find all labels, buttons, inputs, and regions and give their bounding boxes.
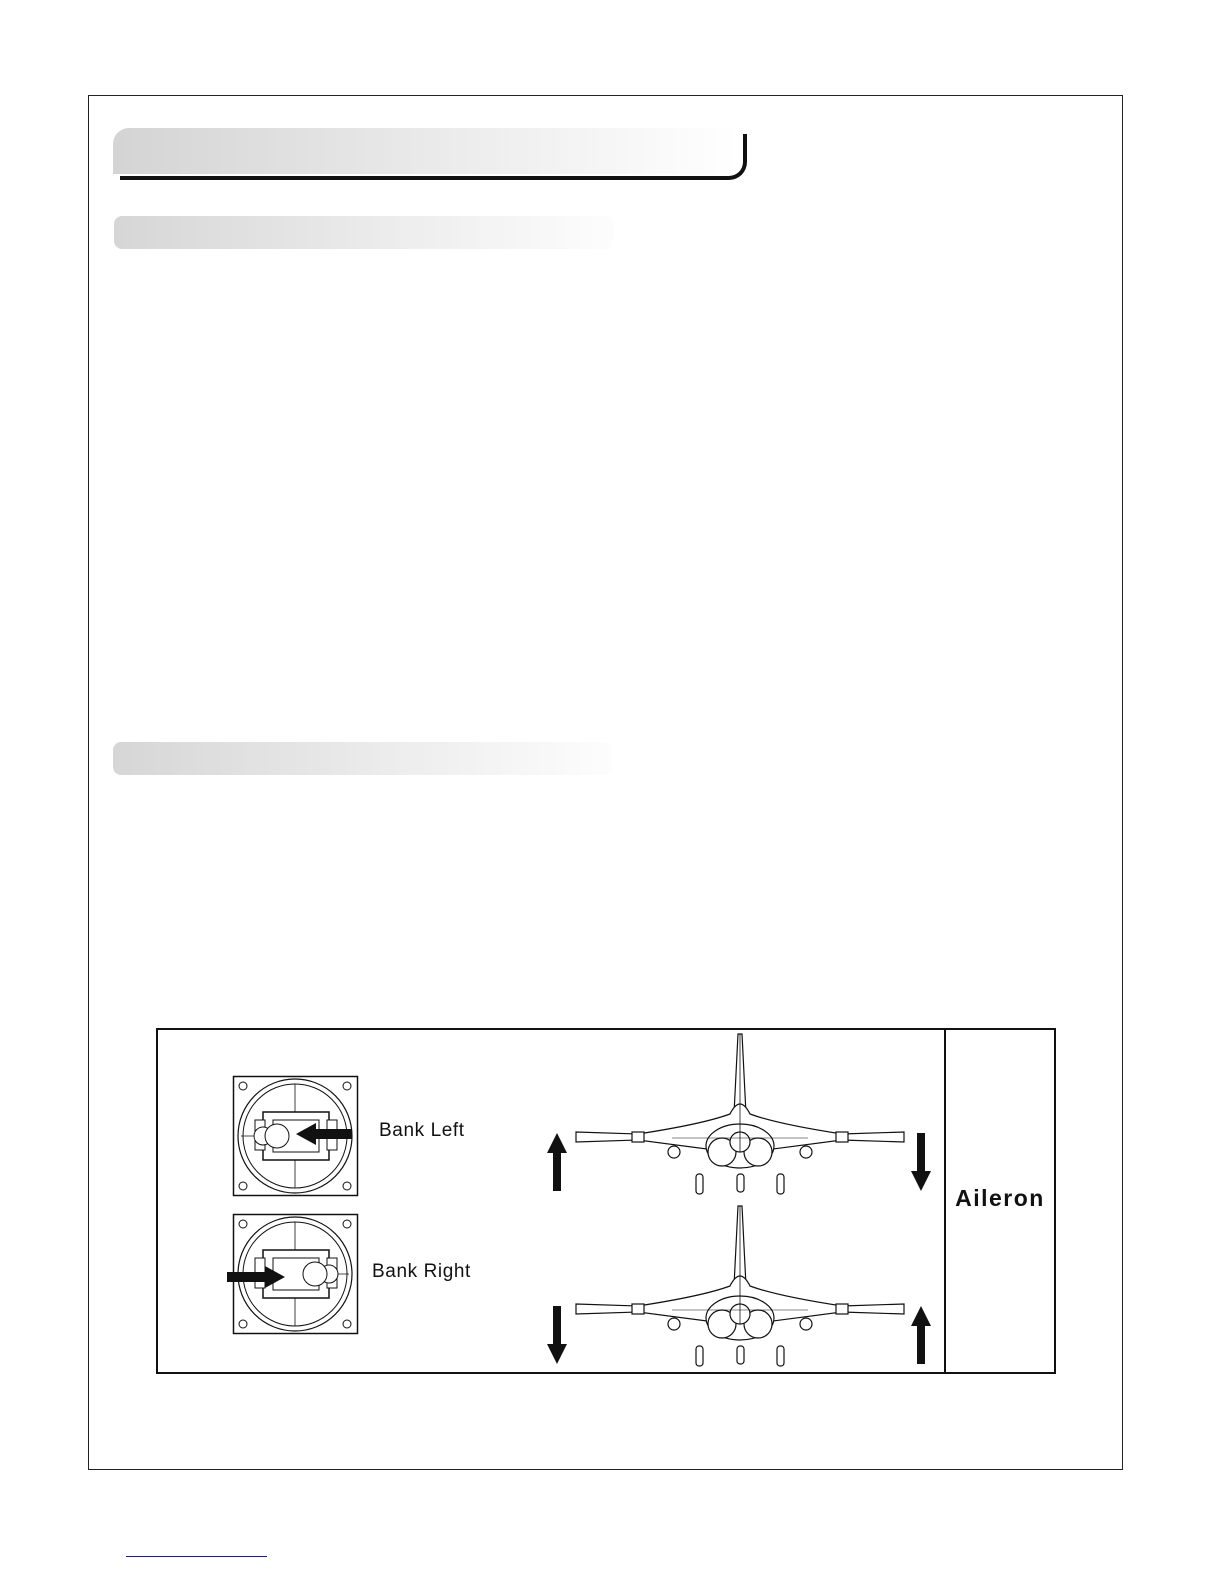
- bank-right-label: Bank Right: [372, 1261, 471, 1282]
- jet-front-view-icon: [572, 1034, 912, 1196]
- bank-left-label: Bank Left: [379, 1120, 465, 1141]
- footer-link-underline[interactable]: [126, 1556, 267, 1557]
- down-arrow-icon: [911, 1133, 931, 1191]
- aileron-label: Aileron: [955, 1185, 1045, 1211]
- jet-front-view-icon: [572, 1206, 912, 1368]
- right-arrow-icon: [227, 1266, 285, 1288]
- title-banner-underline: [120, 134, 747, 180]
- down-arrow-icon: [547, 1306, 567, 1364]
- up-arrow-icon: [547, 1133, 567, 1191]
- left-arrow-icon: [296, 1123, 352, 1145]
- section-heading-bar-2: [113, 742, 613, 775]
- up-arrow-icon: [911, 1306, 931, 1364]
- section-heading-bar-1: [114, 216, 614, 249]
